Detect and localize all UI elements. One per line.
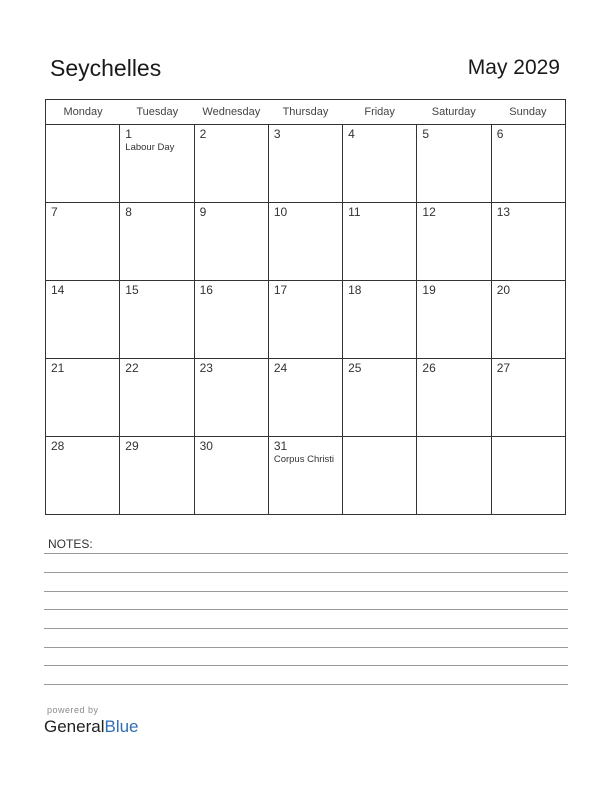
day-cell [46,359,119,436]
week-row [46,203,565,281]
generalblue-logo[interactable] [44,717,139,737]
week-row [46,359,565,437]
day-cell [491,359,565,436]
day-cell [46,125,119,202]
day-number: 3 [273,127,281,141]
holiday-label: Labour Day [125,142,175,153]
day-cell [194,125,268,202]
day-cell [119,203,193,280]
day-cell [416,125,490,202]
note-line [44,684,568,685]
day-cell [46,281,119,358]
brand-blue-text: Blue [104,717,139,736]
note-line [44,609,568,610]
week-row [46,281,565,359]
day-cell [491,281,565,358]
day-number: 7 [51,205,58,219]
day-number: 2 [199,127,207,141]
brand-general-text: General [44,717,105,736]
day-number: 30 [199,439,213,453]
day-number: 31 [273,439,288,453]
day-cell [416,359,490,436]
day-number: 21 [51,361,65,375]
calendar-grid [45,99,566,515]
day-number: 10 [273,205,288,219]
day-cell [416,281,490,358]
note-line [44,591,568,592]
day-cell [119,125,193,202]
note-line [44,665,568,666]
week-row [46,437,565,514]
day-cell [342,437,416,514]
day-cell [342,125,416,202]
day-number: 1 [125,127,132,141]
day-number: 23 [199,361,213,375]
day-cell [194,281,268,358]
day-cell [268,359,342,436]
day-cell [46,203,119,280]
holiday-label: Corpus Christi [273,454,335,465]
day-cell [194,203,268,280]
day-number: 22 [125,361,139,375]
day-number: 14 [51,283,65,297]
weekday-tuesday: Tuesday [136,106,179,118]
day-cell [491,125,565,202]
day-cell [342,359,416,436]
powered-by-text: powered by [47,705,99,715]
day-number: 16 [199,283,213,297]
note-line [44,647,568,648]
day-number: 19 [422,283,436,297]
note-line [44,553,568,554]
day-cell [268,125,342,202]
day-cell [119,281,193,358]
day-cell [268,281,342,358]
day-number: 12 [422,205,436,219]
weekday-sunday: Sunday [509,106,547,118]
day-number: 4 [348,127,355,141]
day-cell [416,203,490,280]
day-cell [342,203,416,280]
day-number: 9 [199,205,207,219]
day-cell [194,437,268,514]
month-year-title: May 2029 [467,56,560,79]
weekday-friday: Friday [364,106,395,118]
day-number: 26 [422,361,436,375]
day-cell [416,437,490,514]
day-number: 5 [422,127,430,141]
day-cell [194,359,268,436]
weekday-header-row [46,100,565,125]
day-cell [119,437,193,514]
day-number: 18 [348,283,362,297]
weekday-thursday: Thursday [282,106,329,118]
day-number: 25 [348,361,362,375]
day-number: 27 [496,361,511,375]
notes-label: NOTES: [48,537,93,551]
day-number: 17 [273,283,288,297]
weekday-monday: Monday [63,106,103,118]
day-number: 11 [348,205,361,219]
day-number: 28 [51,439,65,453]
day-cell [491,203,565,280]
day-number: 6 [496,127,504,141]
day-number: 15 [125,283,139,297]
day-cell [119,359,193,436]
day-cell [342,281,416,358]
week-row [46,125,565,203]
weekday-saturday: Saturday [431,106,476,118]
note-line [44,628,568,629]
day-cell [268,437,342,514]
country-title: Seychelles [50,55,162,81]
day-cell [268,203,342,280]
day-cell [491,437,565,514]
note-line [44,572,568,573]
day-number: 8 [125,205,132,219]
day-number: 29 [125,439,139,453]
day-number: 20 [496,283,511,297]
day-number: 13 [496,205,511,219]
day-cell [46,437,119,514]
day-number: 24 [273,361,288,375]
weekday-wednesday: Wednesday [202,106,261,118]
